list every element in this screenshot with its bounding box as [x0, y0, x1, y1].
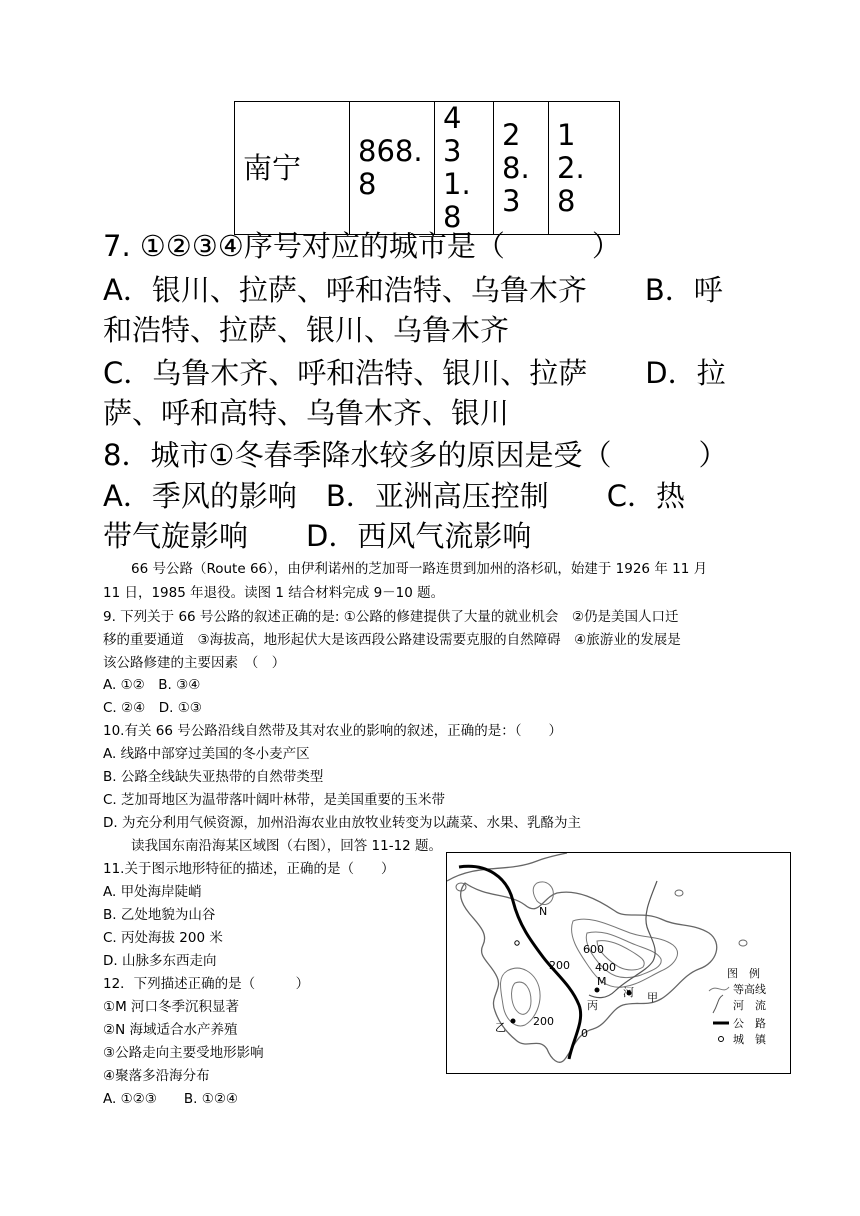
table-cell-value: [350, 102, 435, 235]
legend-road: 公 路: [733, 1017, 766, 1030]
question-10-option: D. 为充分利用气候资源，加州沿海农业由放牧业转变为以蔬菜、水果、乳酪为主: [103, 815, 581, 831]
question-12-stem: 12．下列描述正确的是（ ）: [103, 976, 310, 992]
map-label-n: N: [539, 905, 548, 918]
table-cell-value: [549, 102, 620, 235]
question-10-option: B. 公路全线缺失亚热带的自然带类型: [103, 769, 324, 785]
cell-text: 431.8: [443, 101, 471, 234]
coast-intro: 读我国东南沿海某区域图（右图），回答 11-12 题。: [131, 838, 443, 854]
question-7-option-line: 萨、呼和高特、乌鲁木齐、银川: [103, 396, 510, 430]
map-label-yi: 乙: [495, 1021, 506, 1034]
map-legend: [709, 966, 767, 1046]
contour-label: 400: [595, 961, 616, 974]
table-cell-value: [494, 102, 549, 235]
question-10-stem: 10.有关 66 号公路沿线自然带及其对农业的影响的叙述，正确的是：（ ）: [103, 723, 562, 739]
contour-line: [533, 882, 553, 905]
legend-river-symbol: [713, 995, 723, 1013]
question-12-item: ③公路走向主要受地形影响: [103, 1045, 264, 1061]
legend-town-symbol: [719, 1037, 724, 1042]
question-9-stem: 该公路修建的主要因素 （ ）: [103, 655, 286, 671]
contour-label: 0: [581, 1027, 588, 1040]
question-11-option: C. 丙处海拔 200 米: [103, 930, 223, 946]
map-label-bing: 丙: [587, 999, 598, 1012]
map-label-jia: 甲: [647, 991, 658, 1004]
question-9-options: A. ①② B. ③④: [103, 677, 201, 693]
town-marker: [511, 1019, 516, 1024]
climate-data-table: [234, 101, 620, 235]
cell-text: 12.8: [557, 117, 585, 218]
question-11-option: B. 乙处地貌为山谷: [103, 907, 216, 923]
table-cell-city: 南宁: [235, 102, 350, 235]
contour-line: [512, 982, 531, 1014]
question-9-stem: 移的重要通道 ③海拔高，地形起伏大是该西段公路建设需要克服的自然障碍 ④旅游业的发展是: [103, 632, 681, 648]
town-marker: [515, 941, 519, 945]
question-9-options: C. ②④ D. ①③: [103, 700, 202, 716]
contour-label: 600: [583, 943, 604, 956]
question-12-item: ②N 海域适合水产养殖: [103, 1022, 238, 1038]
question-7-option-line: 和浩特、拉萨、银川、乌鲁木齐: [103, 313, 510, 347]
question-11-option: A. 甲处海岸陡峭: [103, 884, 202, 900]
question-8-option-line: A．季风的影响 B．亚洲高压控制 C．热: [103, 479, 685, 513]
route66-intro: 11 日，1985 年退役。读图 1 结合材料完成 9－10 题。: [103, 585, 445, 601]
contour-label: 200: [549, 959, 570, 972]
legend-contour: 等高线: [733, 983, 766, 996]
map-label-m: M: [597, 975, 607, 988]
question-12-item: ①M 河口冬季沉积显著: [103, 999, 240, 1015]
legend-title: 图 例: [727, 967, 760, 980]
coastal-region-map: [446, 852, 791, 1074]
map-label-river: 河: [623, 986, 634, 999]
question-10-option: C. 芝加哥地区为温带落叶阔叶林带，是美国重要的玉米带: [103, 792, 446, 808]
town-marker: [595, 988, 600, 993]
question-7-option-line: A．银川、拉萨、呼和浩特、乌鲁木齐 B．呼: [103, 273, 723, 307]
island: [739, 940, 747, 946]
question-11-option: D. 山脉多东西走向: [103, 953, 217, 969]
question-11-stem: 11.关于图示地形特征的描述，正确的是（ ）: [103, 861, 395, 877]
cell-text: 28.3: [502, 117, 530, 218]
question-7-option-line: C．乌鲁木齐、呼和浩特、银川、拉萨 D．拉: [103, 356, 726, 390]
question-8-option-line: 带气旋影响 D．西风气流影响: [103, 519, 532, 553]
question-7-stem: 7. ①②③④序号对应的城市是（ ）: [103, 229, 621, 263]
contour-label: 200: [533, 1015, 554, 1028]
island: [675, 890, 683, 896]
table-cell-value: [435, 102, 494, 235]
map-graphic: [447, 853, 791, 1074]
question-8-stem: 8．城市①冬春季降水较多的原因是受（ ）: [103, 438, 728, 472]
route66-intro: 66 号公路（Route 66），由伊利诺州的芝加哥一路连贯到加州的洛杉矶，始建于 1926 年 11 月: [131, 561, 708, 577]
question-12-options: A. ①②③ B. ①②④: [103, 1091, 239, 1107]
cell-text: 868.8: [358, 134, 423, 201]
legend-river: 河 流: [733, 999, 766, 1012]
question-9-stem: 9. 下列关于 66 号公路的叙述正确的是: ①公路的修建提供了大量的就业机会 ②仍是美国人口迁: [103, 609, 679, 625]
question-12-item: ④聚落多沿海分布: [103, 1068, 210, 1084]
table-row: [235, 102, 620, 235]
question-10-option: A. 线路中部穿过美国的冬小麦产区: [103, 746, 310, 762]
legend-town: 城 镇: [733, 1033, 766, 1046]
legend-contour-symbol: [709, 987, 729, 991]
